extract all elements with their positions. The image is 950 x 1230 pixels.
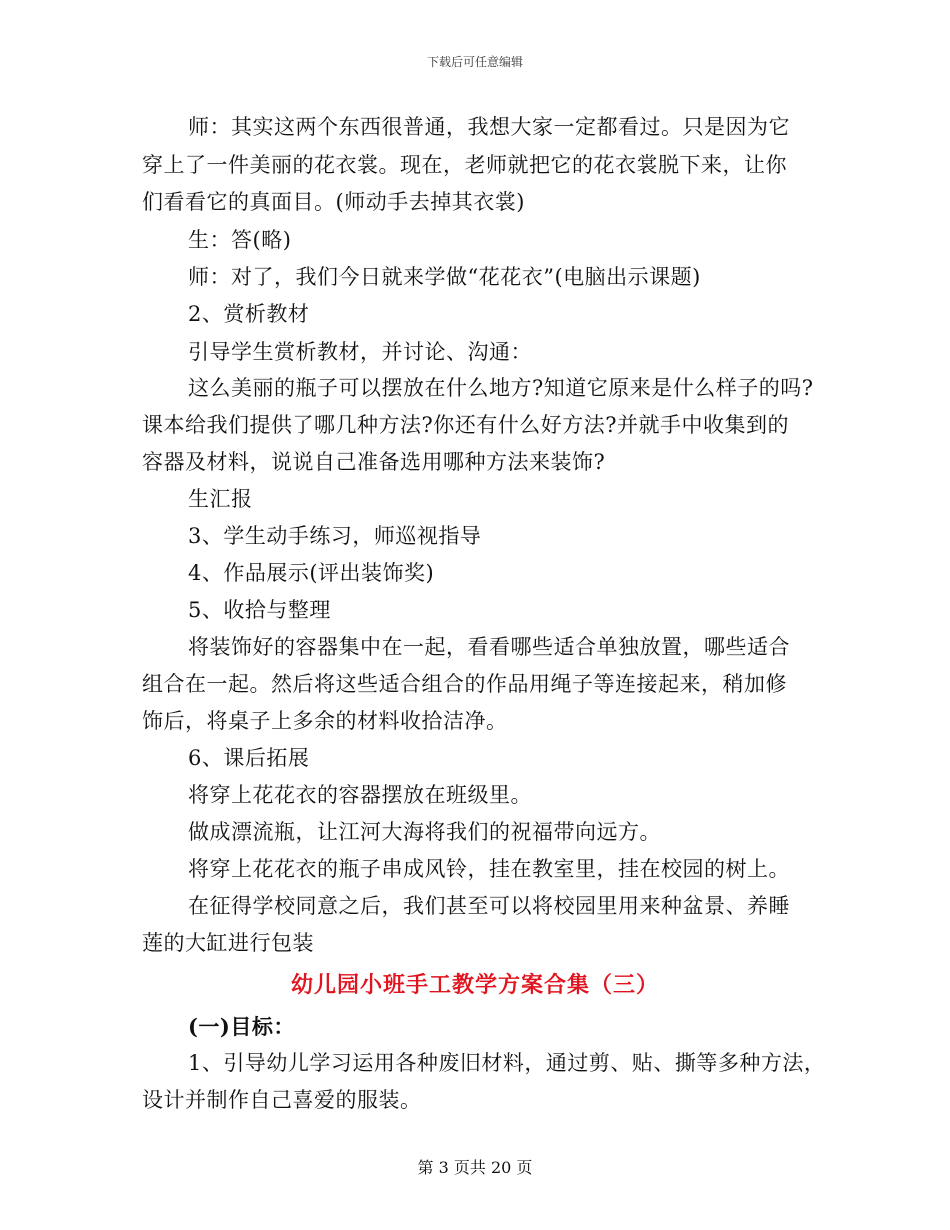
page-header-note: 下载后可任意编辑 [426, 55, 523, 69]
paragraph-line: 们看看它的真面目。(师动手去掉其衣裳) [142, 190, 525, 214]
paragraph-line: 容器及材料，说说自己准备选用哪种方法来装饰? [142, 450, 606, 474]
section-heading-2: 2、赏析教材 [188, 302, 310, 326]
paragraph-line: 师：对了，我们今日就来学做“花花衣”(电脑出示课题) [188, 265, 701, 289]
paragraph-line: 这么美丽的瓶子可以摆放在什么地方?知道它原来是什么样子的吗? [188, 376, 814, 400]
paragraph-line: 饰后，将桌子上多余的材料收拾洁净。 [142, 709, 508, 733]
section-title: 幼儿园小班手工教学方案合集（三） [290, 972, 659, 998]
page-footer-number: 第 3 页共 20 页 [417, 1158, 533, 1177]
goal-line: 1、引导幼儿学习运用各种废旧材料，通过剪、贴、撕等多种方法， [188, 1051, 826, 1075]
paragraph-line: 生：答(略) [188, 228, 292, 252]
section-heading-4: 4、作品展示(评出装饰奖) [188, 561, 435, 585]
section-heading-6: 6、课后拓展 [188, 746, 310, 770]
paragraph-line: 在征得学校同意之后，我们甚至可以将校园里用来种盆景、养睡 [188, 894, 790, 918]
section-heading-5: 5、收拾与整理 [188, 598, 331, 622]
paragraph-line: 做成漂流瓶，让江河大海将我们的祝福带向远方。 [188, 820, 661, 844]
paragraph-line: 莲的大缸进行包装 [142, 931, 314, 955]
paragraph-line: 组合在一起。然后将这些适合组合的作品用绳子等连接起来，稍加修 [142, 672, 787, 696]
paragraph-line: 将穿上花花衣的容器摆放在班级里。 [188, 783, 532, 807]
goal-line: 设计并制作自己喜爱的服装。 [142, 1088, 422, 1112]
paragraph-line: 将穿上花花衣的瓶子串成风铃，挂在教室里，挂在校园的树上。 [188, 857, 790, 881]
paragraph-line: 生汇报 [188, 487, 253, 511]
paragraph-line: 穿上了一件美丽的花衣裳。现在，老师就把它的花衣裳脱下来，让你 [142, 153, 787, 177]
section-heading-3: 3、学生动手练习，师巡视指导 [188, 524, 482, 548]
paragraph-line: 将装饰好的容器集中在一起，看看哪些适合单独放置，哪些适合 [188, 635, 790, 659]
goal-heading: (一)目标： [188, 1014, 295, 1039]
paragraph-line: 课本给我们提供了哪几种方法?你还有什么好方法?并就手中收集到的 [142, 413, 790, 437]
paragraph-line: 师：其实这两个东西很普通，我想大家一定都看过。只是因为它 [188, 115, 790, 139]
paragraph-line: 引导学生赏析教材，并讨论、沟通： [188, 340, 532, 364]
